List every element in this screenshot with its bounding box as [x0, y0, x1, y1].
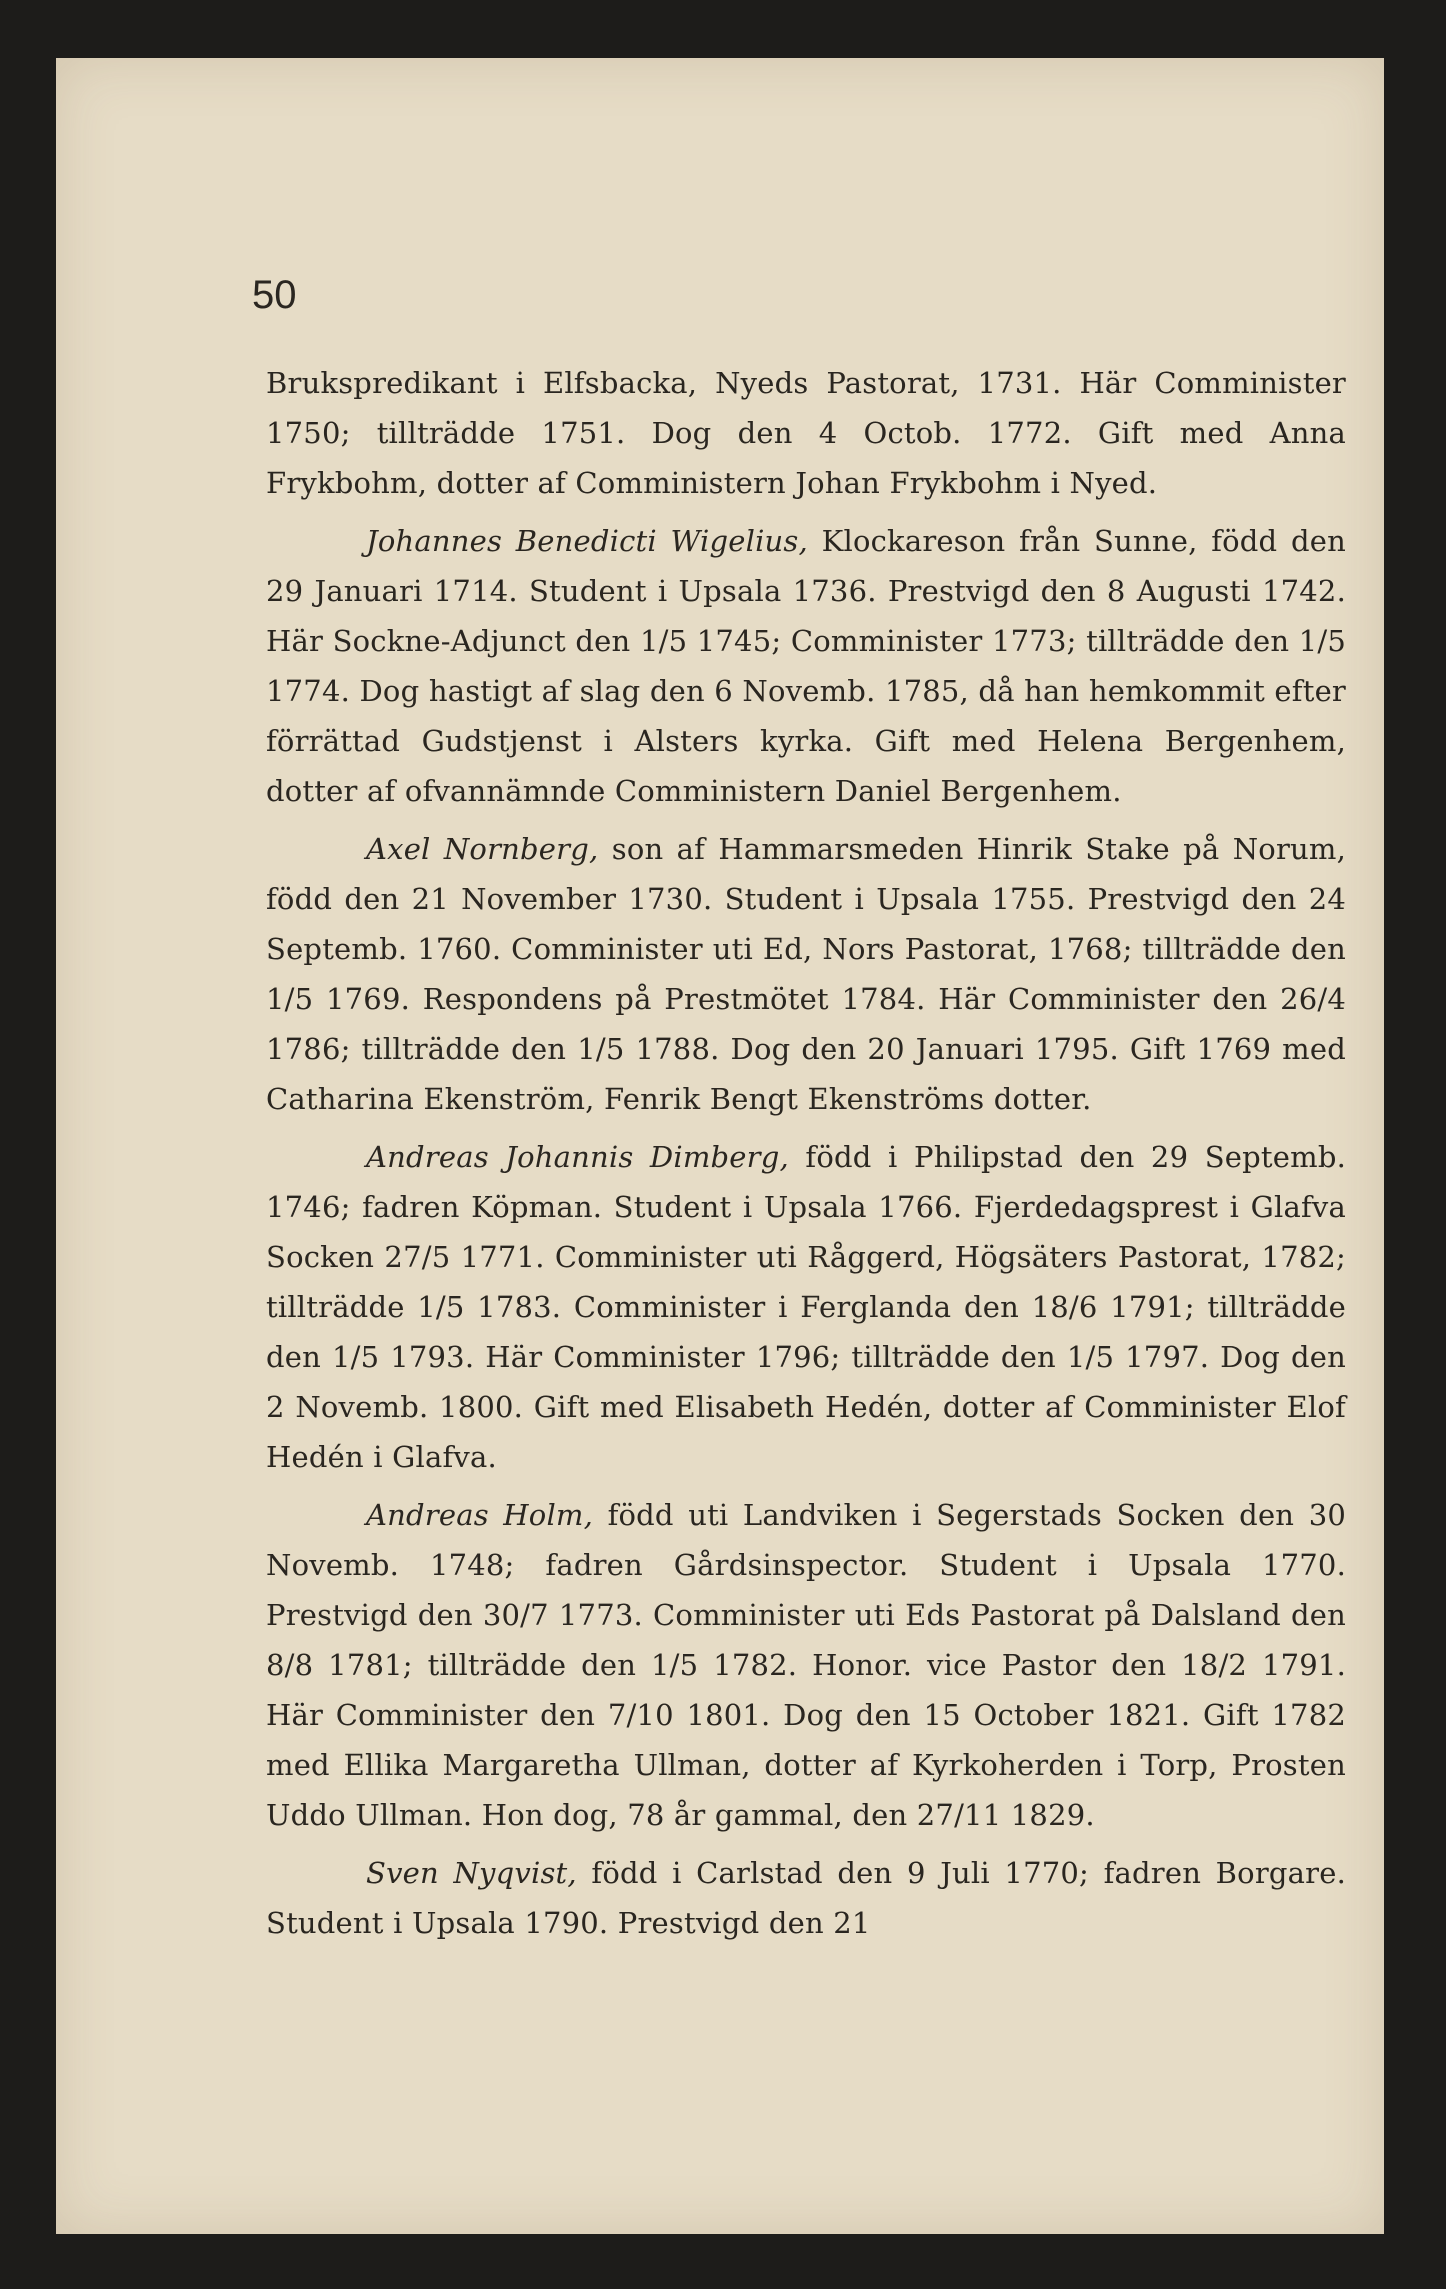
- person-name: Andreas Holm,: [366, 1498, 594, 1532]
- entry-continued: [266, 358, 1346, 508]
- entry-dimberg: [266, 1132, 1346, 1482]
- entry-text: född i Philipstad den 29 Septemb. 1746; fadren Köpman. Student i Upsala 1766. Fjerdedagsprest i Glafva Socken 27/5 1771. Comminister uti Råggerd, Högsäters Pastorat, 1782; tillträdde 1/5 1783. Comminister i Ferglanda den 18/6 1791; tillträdde den 1/5 1793. Här Comminister 1796; tillträdde den 1/5 1797. Dog den 2 Novemb. 1800. Gift med Elisabeth Hedén, dotter af Comminister Elof Hedén i Glafva.: [266, 1140, 1347, 1474]
- page-number: 50: [252, 273, 297, 317]
- person-name: Johannes Benedicti Wigelius,: [366, 524, 808, 558]
- person-name: Andreas Johannis Dimberg,: [366, 1140, 789, 1174]
- entry-text: Brukspredikant i Elfsbacka, Nyeds Pastorat, 1731. Här Comminister 1750; tillträdde 1751. Dog den 4 Octob. 1772. Gift med Anna Frykbohm, dotter af Comministern Johan Frykbohm i Nyed.: [266, 366, 1346, 500]
- entry-nornberg: [266, 824, 1346, 1124]
- entry-text: son af Hammarsmeden Hinrik Stake på Norum, född den 21 November 1730. Student i Upsala 1755. Prestvigd den 24 Septemb. 1760. Comminister uti Ed, Nors Pastorat, 1768; tillträdde den 1/5 1769. Respondens på Prestmötet 1784. Här Comminister den 26/4 1786; tillträdde den 1/5 1788. Dog den 20 Januari 1795. Gift 1769 med Catharina Ekenström, Fenrik Bengt Ekenströms dotter.: [266, 832, 1347, 1116]
- biography-text: [266, 358, 1346, 1956]
- book-page: [56, 58, 1384, 2234]
- person-name: Sven Nyqvist,: [366, 1856, 577, 1890]
- entry-nyqvist: [266, 1848, 1346, 1948]
- entry-wigelius: [266, 516, 1346, 816]
- person-name: Axel Nornberg,: [366, 832, 599, 866]
- entry-text: Klockareson från Sunne, född den 29 Januari 1714. Student i Upsala 1736. Prestvigd den 8 Augusti 1742. Här Sockne-Adjunct den 1/5 1745; Comminister 1773; tillträdde den 1/5 1774. Dog hastigt af slag den 6 Novemb. 1785, då han hemkommit efter förrättad Gudstjenst i Alsters kyrka. Gift med Helena Bergenhem, dotter af ofvannämnde Comministern Daniel Bergenhem.: [266, 524, 1346, 808]
- entry-text: född i Carlstad den 9 Juli 1770; fadren Borgare. Student i Upsala 1790. Prestvigd den 21: [266, 1856, 1346, 1940]
- entry-text: född uti Landviken i Segerstads Socken den 30 Novemb. 1748; fadren Gårdsinspector. Student i Upsala 1770. Prestvigd den 30/7 1773. Comminister uti Eds Pastorat på Dalsland den 8/8 1781; tillträdde den 1/5 1782. Honor. vice Pastor den 18/2 1791. Här Comminister den 7/10 1801. Dog den 15 October 1821. Gift 1782 med Ellika Margaretha Ullman, dotter af Kyrkoherden i Torp, Prosten Uddo Ullman. Hon dog, 78 år gammal, den 27/11 1829.: [266, 1498, 1346, 1832]
- entry-holm: [266, 1490, 1346, 1840]
